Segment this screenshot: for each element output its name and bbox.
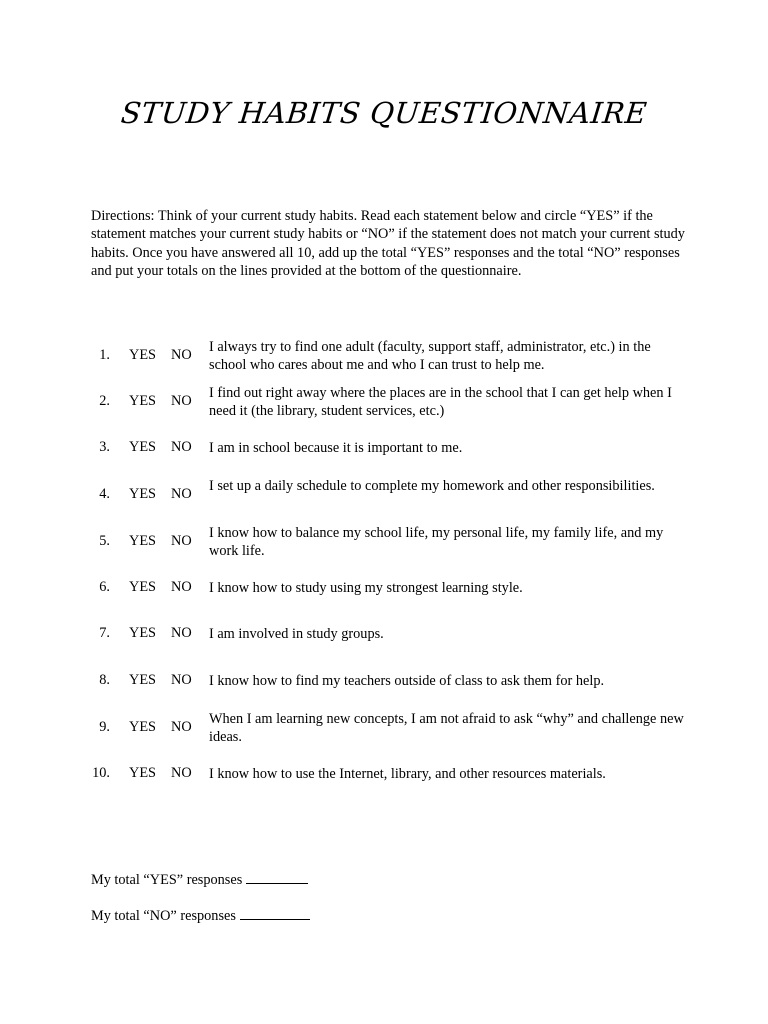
yes-option[interactable]: YES bbox=[129, 579, 157, 595]
total-yes-blank[interactable] bbox=[246, 869, 308, 884]
total-no-label: My total “NO” responses bbox=[91, 908, 236, 924]
total-yes-label: My total “YES” responses bbox=[91, 872, 243, 888]
total-no-blank[interactable] bbox=[240, 905, 310, 920]
yes-option[interactable]: YES bbox=[129, 765, 157, 781]
no-option[interactable]: NO bbox=[171, 393, 192, 409]
yes-option[interactable]: YES bbox=[129, 625, 157, 641]
yes-option[interactable]: YES bbox=[129, 672, 157, 688]
no-option[interactable]: NO bbox=[171, 765, 192, 781]
no-option[interactable]: NO bbox=[171, 579, 192, 595]
no-option[interactable]: NO bbox=[171, 719, 192, 735]
yes-option[interactable]: YES bbox=[129, 347, 157, 363]
yes-option[interactable]: YES bbox=[129, 486, 157, 502]
question-number: 6. bbox=[99, 579, 110, 595]
question-number: 7. bbox=[99, 625, 110, 641]
question-text: I find out right away where the places are in the school that I can get help when I need it (the library, student services, etc.) bbox=[209, 385, 672, 420]
no-option[interactable]: NO bbox=[171, 625, 192, 641]
yes-option[interactable]: YES bbox=[129, 533, 157, 549]
question-text: I am involved in study groups. bbox=[209, 626, 384, 642]
total-no-line bbox=[91, 905, 310, 925]
question-text: When I am learning new concepts, I am not afraid to ask “why” and challenge new ideas. bbox=[209, 711, 684, 746]
directions-paragraph: Directions: Think of your current study habits. Read each statement below and circle “YES” if the statement matches your current study habits or “NO” if the statement does not match your current study habits. Once you have answered all 10, add up the total “YES” responses and the total “NO” responses and put your totals on the lines provided at the bottom of the questionnaire. bbox=[91, 208, 685, 279]
question-text: I know how to use the Internet, library, and other resources materials. bbox=[209, 766, 606, 782]
question-text: I know how to find my teachers outside of class to ask them for help. bbox=[209, 673, 605, 689]
no-option[interactable]: NO bbox=[171, 439, 192, 455]
question-number: 4. bbox=[99, 486, 110, 502]
page-title: STUDY HABITS QUESTIONNAIRE bbox=[119, 96, 649, 130]
question-number: 5. bbox=[99, 533, 110, 549]
question-number: 3. bbox=[99, 439, 110, 455]
yes-option[interactable]: YES bbox=[129, 719, 157, 735]
question-number: 10. bbox=[92, 765, 110, 781]
no-option[interactable]: NO bbox=[171, 347, 192, 363]
yes-option[interactable]: YES bbox=[129, 393, 157, 409]
question-text: I always try to find one adult (faculty, support staff, administrator, etc.) in the school who cares about me and who I can trust to help me. bbox=[209, 339, 651, 374]
question-number: 9. bbox=[99, 719, 110, 735]
total-yes-line bbox=[91, 869, 308, 889]
question-number: 2. bbox=[99, 393, 110, 409]
question-text: I know how to study using my strongest learning style. bbox=[209, 580, 523, 596]
question-text: I know how to balance my school life, my personal life, my family life, and my work life. bbox=[209, 525, 664, 560]
no-option[interactable]: NO bbox=[171, 672, 192, 688]
question-number: 1. bbox=[99, 347, 110, 363]
no-option[interactable]: NO bbox=[171, 486, 192, 502]
yes-option[interactable]: YES bbox=[129, 439, 157, 455]
question-number: 8. bbox=[99, 672, 110, 688]
question-text: I set up a daily schedule to complete my homework and other responsibilities. bbox=[209, 478, 655, 494]
question-text: I am in school because it is important to me. bbox=[209, 440, 463, 456]
no-option[interactable]: NO bbox=[171, 533, 192, 549]
